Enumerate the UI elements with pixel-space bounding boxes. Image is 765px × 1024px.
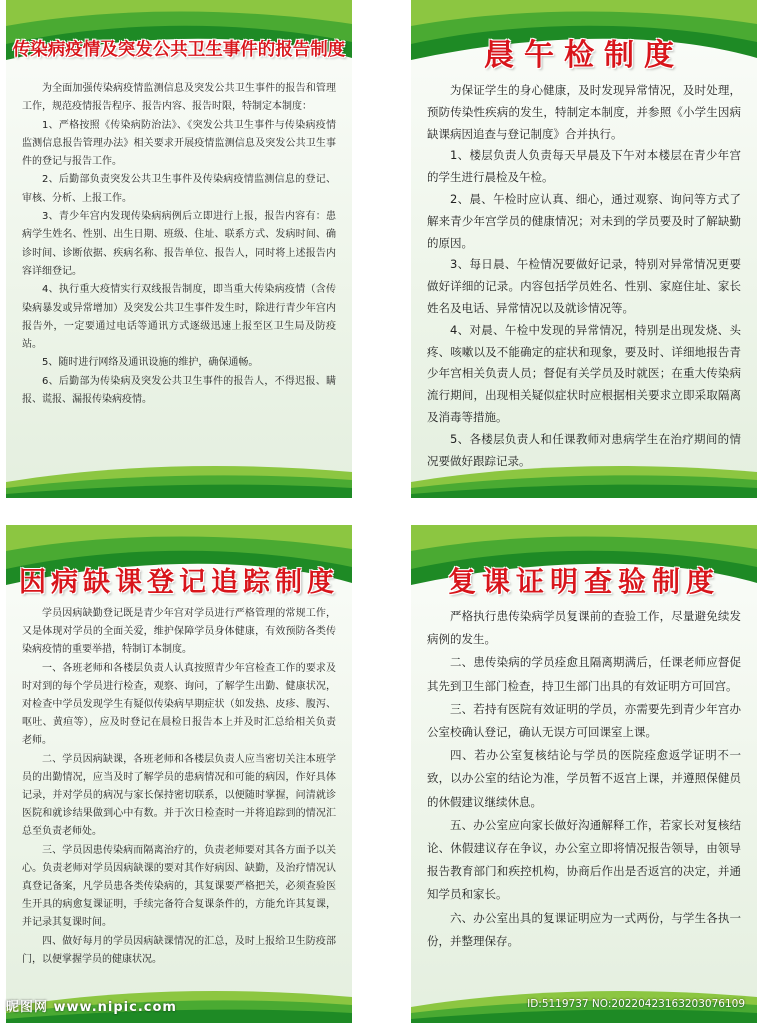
panel-body	[427, 605, 741, 953]
paragraph: 4、对晨、午检中发现的异常情况，特别是出现发烧、头疼、咳嗽以及不能确定的症状和现象，要及时、详细地报告青少年宫相关负责人员；督促有关学员及时就医；在重大传染病流行期间，出现相关疑似症状时应根据相关要求立即采取隔离及消毒等措施。	[427, 322, 741, 424]
paragraph: 2、晨、午检时应认真、细心，通过观察、询问等方式了解来青少年宫学员的健康情况；对未到的学员要及时了解缺勤的原因。	[427, 191, 741, 250]
panel-title: 晨午检制度	[484, 38, 684, 73]
panel-title: 复课证明查验制度	[447, 565, 720, 598]
paragraph: 5、随时进行网络及通讯设施的维护，确保通畅。	[42, 357, 259, 369]
paragraph: 5、各楼层负责人和任课教师对患病学生在治疗期间的情况要做好跟踪记录。	[427, 431, 741, 468]
panel-health-check-system	[411, 0, 757, 498]
paragraph: 为保证学生的身心健康，及时发现异常情况，及时处理，预防传染性疾病的发生，特制定本制度，并参照《小学生因病缺课病因追查与登记制度》合并执行。	[427, 83, 741, 141]
paragraph: 二、患传染病的学员痊愈且隔离期满后，任课老师应督促其先到卫生部门检查，持卫生部门出具的有效证明方可回宫。	[427, 655, 741, 693]
image-id-label: ID:5119737 NO:20220423163203076109	[527, 998, 745, 1010]
panel-body	[22, 605, 336, 969]
paragraph: 三、若持有医院有效证明的学员，亦需要先到青少年宫办公室校确认登记，确认无误方可回课室上课。	[427, 701, 741, 740]
paragraph: 2、后勤部负责突发公共卫生事件及传染病疫情监测信息的登记、审核、分析、上报工作。	[22, 174, 336, 204]
panel-body	[427, 80, 741, 472]
panel-body	[22, 80, 336, 409]
paragraph: 3、每日晨、午检情况要做好记录，特别对异常情况更要做好详细的记录。内容包括学员姓名、性别、家庭住址、家长姓名及电话、异常情况以及就诊情况等。	[427, 257, 741, 315]
paragraph: 6、后勤部为传染病及突发公共卫生事件的报告人，不得迟报、瞒报、谎报、漏报传染病疫情。	[22, 375, 336, 406]
green-footer-band	[6, 458, 352, 498]
panel-absence-tracking-system	[6, 525, 352, 1023]
paragraph: 五、办公室应向家长做好沟通解释工作，若家长对复核结论、休假建议存在争议，办公室立即将情况报告领导，由领导报告教育部门和疾控机构，协商后作出是否返宫的决定，并通知学员和家长。	[427, 817, 741, 902]
panel-return-certificate-system	[411, 525, 757, 1023]
paragraph: 1、严格按照《传染病防治法》、《突发公共卫生事件与传染病疫情监测信息报告管理办法》相关要求开展疫情监测信息及突发公共卫生事件的登记与报告工作。	[22, 119, 336, 168]
paragraph: 一、各班老师和各楼层负责人认真按照青少年宫检查工作的要求及时对到的每个学员进行检查，观察、询问，了解学生出勤、健康状况，对检查中学员发现学生有疑似传染病早期症状（如发热、皮疹、腹泻、呕吐、黄疸等），应及时登记在晨检日报告本上并及时汇总给相关负责老师。	[22, 662, 336, 747]
panel-title: 因病缺课登记追踪制度	[19, 567, 339, 598]
paragraph: 为全面加强传染病疫情监测信息及突发公共卫生事件的报告和管理工作，规范疫情报告程序、报告内容、报告时限，特制定本制度：	[22, 83, 336, 113]
paragraph: 1、楼层负责人负责每天早晨及下午对本楼层在青少年宫的学生进行晨检及午检。	[427, 148, 741, 185]
paragraph: 三、学员因患传染病而隔离治疗的，负责老师要对其各方面予以关心。负责老师对学员因病缺课的要对其作好病因、缺勤，及治疗情况认真登记备案，凡学员患各类传染病的，其复课要严格把关，必须查验医生开具的病愈复课证明，手续完备符合复课条件的，方能允许其复课，并记录其复课时间。	[22, 844, 336, 929]
paragraph: 六、办公室出具的复课证明应为一式两份，与学生各执一份，并整理保存。	[427, 910, 741, 948]
site-watermark: 昵图网 www.nipic.com	[6, 1000, 177, 1015]
paragraph: 3、青少年宫内发现传染病病例后立即进行上报，报告内容有：患病学生姓名、性别、出生日期、班级、住址、联系方式、发病时间、确诊时间、诊断依据、疾病名称、报告单位、报告人，同时将上述报告内容详细登记。	[22, 211, 336, 277]
paragraph: 4、执行重大疫情实行双线报告制度，即当重大传染病疫情（含传染病暴发或异常增加）及突发公共卫生事件发生时，除进行青少年宫内报告外，一定要通过电话等通讯方式逐级迅速上报至区卫生局及防疫站。	[22, 284, 336, 351]
paragraph: 四、若办公室复核结论与学员的医院痊愈返学证明不一致，以办公室的结论为准，学员暂不返宫上课，并遵照保健员的休假建议继续休息。	[427, 748, 741, 809]
panel-report-system	[6, 0, 352, 498]
green-footer-band	[411, 458, 757, 498]
paragraph: 四、做好每月的学员因病缺课情况的汇总，及时上报给卫生防疫部门，以便掌握学员的健康状况。	[22, 935, 336, 965]
panel-title: 传染病疫情及突发公共卫生事件的报告制度	[12, 40, 346, 60]
paragraph: 严格执行患传染病学员复课前的查验工作，尽量避免续发病例的发生。	[427, 609, 741, 647]
paragraph: 二、学员因病缺课，各班老师和各楼层负责人应当密切关注本班学员的出勤情况，应当及时了解学员的患病情况和可能的病因，作好具体记录，并对学员的病况与家长保持密切联系，以便随时掌握，问清就诊医院和就诊结果做到心中有数。并于次日检查时一并将追踪到的情况汇总至负责老师处。	[22, 753, 336, 838]
paragraph: 学员因病缺勤登记既是青少年宫对学员进行严格管理的常规工作，又是体现对学员的全面关爱，维护保障学员身体健康，有效预防各类传染病疫情的重要举措，特制订本制度。	[22, 608, 336, 656]
